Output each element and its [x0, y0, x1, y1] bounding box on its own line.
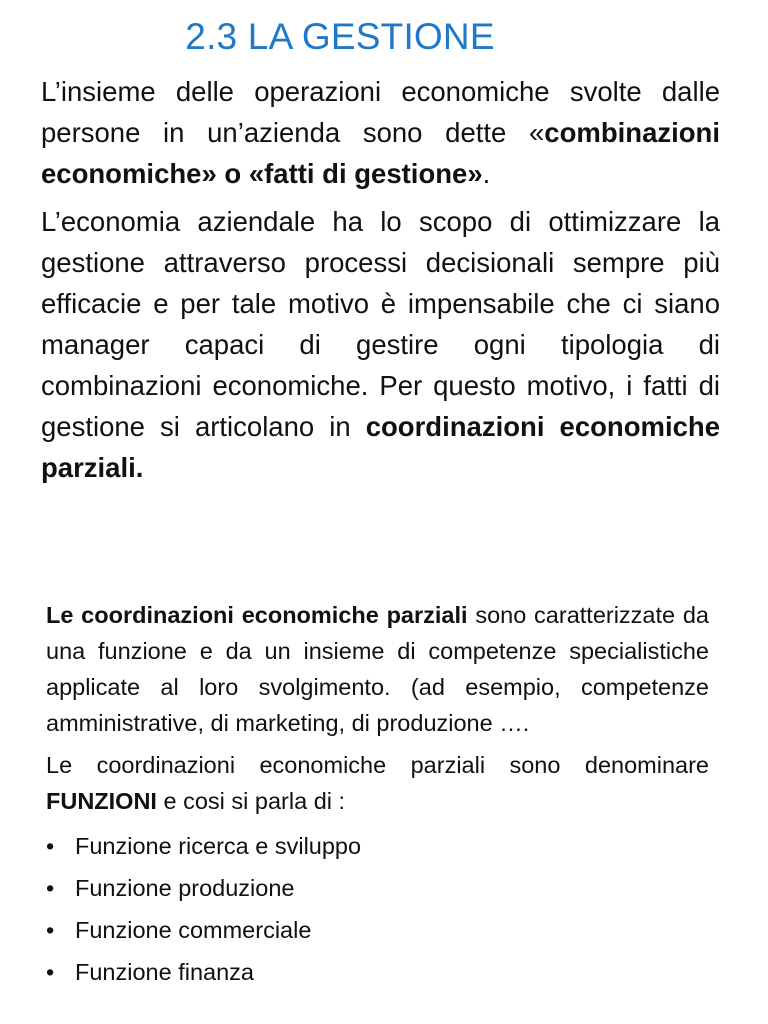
bullet-icon: •: [46, 917, 55, 943]
intro-p1-end: .: [482, 158, 491, 189]
list-item-label: Funzione produzione: [75, 875, 295, 901]
detail-p2-bold: FUNZIONI: [46, 788, 157, 814]
intro-p1-bold: combinazioni economiche» o «fatti di gestione»: [41, 117, 720, 189]
intro-p2-bold: coordinazioni economiche parziali.: [41, 411, 720, 483]
bullet-icon: •: [46, 959, 55, 985]
bullet-icon: •: [46, 833, 55, 859]
list-item: [46, 909, 709, 951]
intro-paragraph-1: [41, 71, 720, 194]
list-item-label: Funzione commerciale: [75, 917, 312, 943]
detail-p2-end: e cosi si parla di :: [156, 788, 346, 814]
detail-p2-text: Le coordinazioni economiche parziali sono denominare: [46, 752, 709, 778]
list-item: [46, 951, 709, 993]
list-item: [46, 825, 709, 867]
slide-title: 2.3 LA GESTIONE: [185, 16, 495, 57]
intro-p1-text: L’insieme delle operazioni economiche svolte dalle persone in un’azienda sono dette «: [41, 76, 720, 148]
detail-section: [46, 597, 709, 993]
detail-paragraph-2: [46, 747, 709, 819]
detail-paragraph-1: [46, 597, 709, 741]
list-item: [46, 867, 709, 909]
functions-list: [46, 825, 709, 993]
list-item-label: Funzione finanza: [75, 959, 254, 985]
list-item-label: Funzione ricerca e sviluppo: [75, 833, 362, 859]
detail-p1-text: sono caratterizzate da una funzione e da un insieme di competenze specialistiche applicate al loro svolgimento. (ad esempio, competenze amministrative, di marketing, di produzione ….: [46, 602, 710, 736]
bullet-icon: •: [46, 875, 55, 901]
detail-p1-bold: Le coordinazioni economiche parziali: [46, 602, 468, 628]
intro-section: [41, 71, 720, 495]
intro-p2-text: L’economia aziendale ha lo scopo di ottimizzare la gestione attraverso processi decisionali sempre più efficacie e per tale motivo è impensabile che ci siano manager capaci di gestire ogni tipologia di combinazioni economiche. Per questo motivo, i fatti di gestione si articolano in: [41, 206, 720, 442]
intro-paragraph-2: [41, 201, 720, 488]
